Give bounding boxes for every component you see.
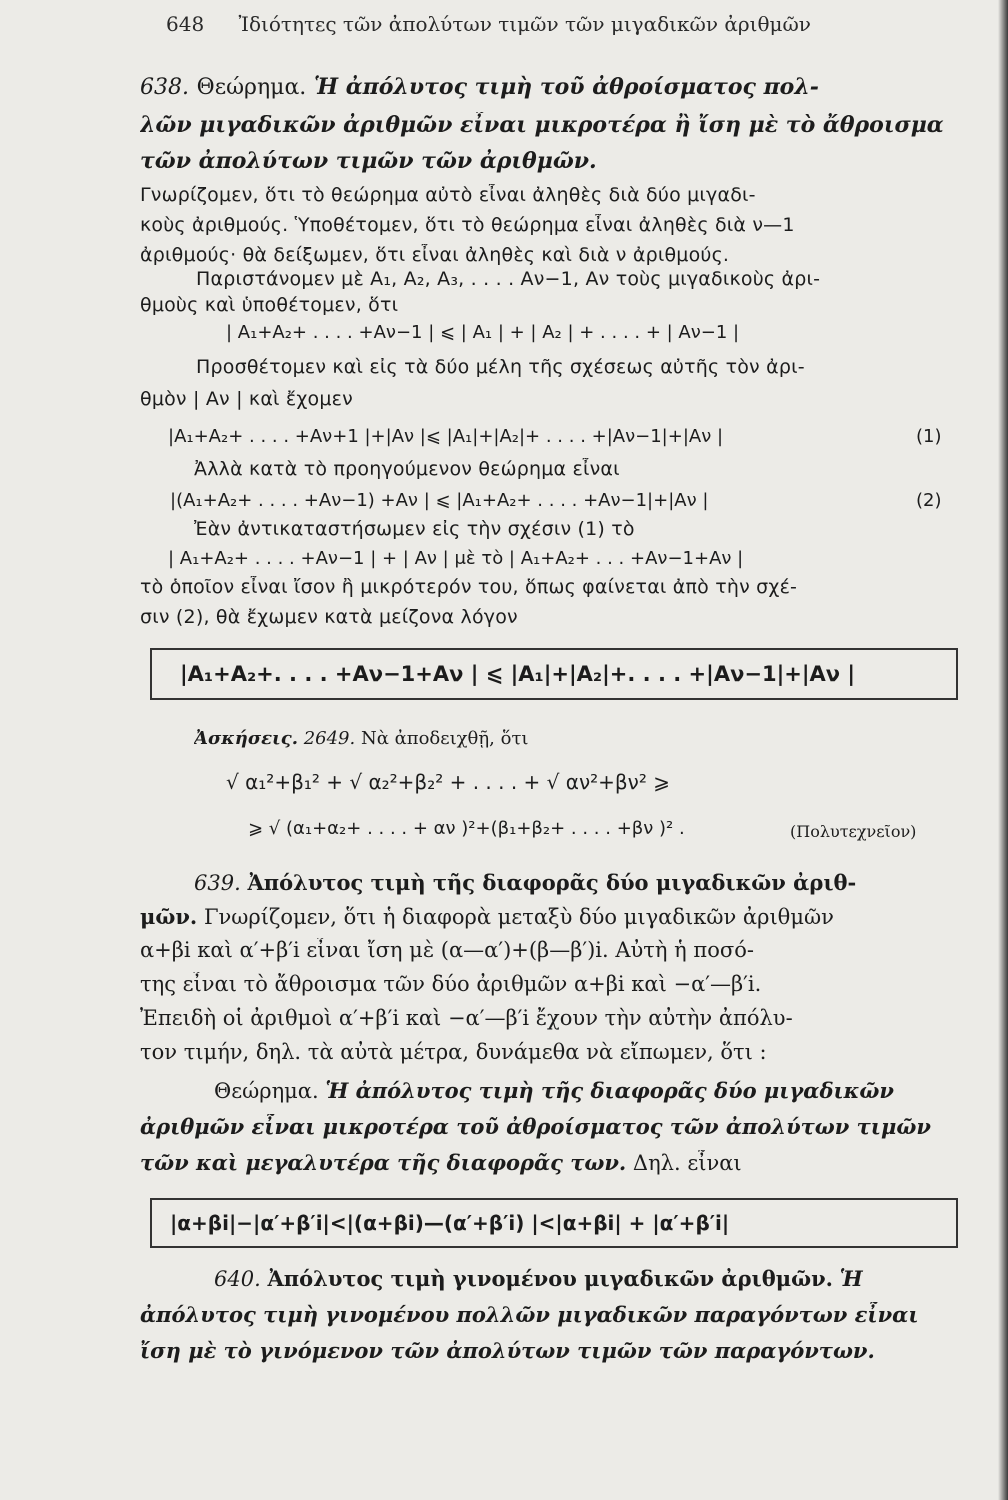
- paragraph-text: Γνωρίζομεν, ὅτι ἡ διαφορὰ μεταξὺ δύο μιγαδικῶν ἀριθμῶν: [203, 905, 834, 929]
- theorem-label: Θεώρημα.: [214, 1079, 319, 1103]
- section-number: 638.: [140, 75, 189, 100]
- theorem-638-statement-3: τῶν ἀπολύτων τιμῶν τῶν ἀριθμῶν.: [140, 148, 597, 174]
- paragraph-line: [140, 904, 970, 929]
- theorem-639-line-1: [214, 1078, 1008, 1103]
- theorem-638-heading: [140, 74, 970, 100]
- theorem-638-statement-2: λῶν μιγαδικῶν ἀριθμῶν εἶναι μικροτέρα ἢ ἴση μὲ τὸ ἄθροισμα: [140, 112, 944, 138]
- running-header: [166, 12, 886, 36]
- boxed-result-638: |A₁+A₂+. . . . +Aν−1+Aν | ⩽ |A₁|+|A₂|+. . . . +|Aν−1|+|Aν |: [150, 648, 958, 700]
- paragraph-line: α+βi καὶ α′+β′i εἶναι ἴση μὲ (α—α′)+(β—β′)i. Αὐτὴ ἡ ποσό-: [140, 938, 754, 962]
- paragraph-line: Γνωρίζομεν, ὅτι τὸ θεώρημα αὐτὸ εἶναι ἀληθὲς διὰ δύο μιγαδι-: [140, 184, 756, 206]
- paragraph-line: θμοὺς καὶ ὑποθέτομεν, ὅτι: [140, 294, 399, 316]
- inequality-hypothesis: | A₁+A₂+ . . . . +Aν−1 | ⩽ | A₁ | + | A₂ | + . . . . + | Aν−1 |: [226, 322, 740, 343]
- paragraph-line: θμὸν | Aν | καὶ ἔχομεν: [140, 388, 353, 410]
- paragraph-line: Ἐπειδὴ οἱ ἀριθμοὶ α′+β′i καὶ −α′—β′i ἔχουν τὴν αὐτὴν ἀπόλυ-: [140, 1006, 793, 1030]
- paragraph-line: σιν (2), θὰ ἔχωμεν κατὰ μείζονα λόγον: [140, 606, 518, 628]
- equation-tag-1: (1): [916, 426, 942, 447]
- theorem-639-line-3: [140, 1150, 970, 1175]
- section-number: 639.: [194, 871, 241, 895]
- section-640-heading: [214, 1266, 1008, 1291]
- paragraph-line: ἀριθμούς· θὰ δείξωμεν, ὅτι εἶναι ἀληθὲς καὶ διὰ ν ἀριθμούς.: [140, 244, 730, 266]
- inequality-1: |A₁+A₂+ . . . . +Aν+1 |+|Aν |⩽ |A₁|+|A₂|+ . . . . +|Aν−1|+|Aν |: [168, 426, 724, 447]
- section-title: Ἀπόλυτος τιμὴ γινομένου μιγαδικῶν ἀριθμῶν.: [267, 1266, 833, 1291]
- substitution-expression: | A₁+A₂+ . . . . +Aν−1 | + | Aν | μὲ τὸ | A₁+A₂+ . . . +Aν−1+Aν |: [168, 548, 744, 569]
- section-number: 640.: [214, 1267, 261, 1291]
- section-title: Ἀπόλυτος τιμὴ τῆς διαφορᾶς δύο μιγαδικῶν ἀριθ-: [247, 870, 857, 895]
- page-number: 648: [166, 12, 205, 36]
- boxed-result-639: |α+βi|−|α′+β′i|<|(α+βi)—(α′+β′i) |<|α+βi| + |α′+β′i|: [150, 1198, 958, 1248]
- theorem-start: Ἡ: [839, 1266, 863, 1291]
- paragraph-line: κοὺς ἀριθμούς. Ὑποθέτομεν, ὅτι τὸ θεώρημα εἶναι ἀληθὲς διὰ ν—1: [140, 214, 795, 236]
- theorem-639-line-2: ἀριθμῶν εἶναι μικροτέρα τοῦ ἀθροίσματος τῶν ἀπολύτων τιμῶν: [140, 1114, 931, 1139]
- theorem-follow-text: Δηλ. εἶναι: [632, 1151, 742, 1175]
- inequality-2: |(A₁+A₂+ . . . . +Aν−1) +Aν | ⩽ |A₁+A₂+ . . . . +Aν−1|+|Aν |: [170, 490, 709, 511]
- section-title-end: μῶν.: [140, 904, 198, 929]
- theorem-statement-end: τῶν καὶ μεγαλυτέρα τῆς διαφορᾶς των.: [140, 1150, 627, 1175]
- theorem-statement: Ἡ ἀπόλυτος τιμὴ τοῦ ἀθροίσματος πολ-: [313, 74, 819, 100]
- section-639-heading: [194, 870, 1008, 895]
- exercise-label: Ἀσκήσεις.: [194, 728, 298, 749]
- paragraph-line: τὸ ὁποῖον εἶναι ἴσον ἢ μικρότερόν του, ὅπως φαίνεται ἀπὸ τὴν σχέ-: [140, 576, 798, 598]
- exercise-heading: [194, 728, 1008, 749]
- paragraph-line: Προσθέτομεν καὶ εἰς τὰ δύο μέλη τῆς σχέσεως αὐτῆς τὸν ἀρι-: [196, 356, 805, 378]
- paragraph-line: τον τιμήν, δηλ. τὰ αὐτὰ μέτρα, δυνάμεθα νὰ εἴπωμεν, ὅτι :: [140, 1040, 767, 1064]
- paragraph-line: Ἐὰν ἀντικαταστήσωμεν εἰς τὴν σχέσιν (1) τὸ: [194, 518, 635, 540]
- paragraph-line: Παριστάνομεν μὲ A₁, A₂, A₃, . . . . Aν−1, Aν τοὺς μιγαδικοὺς ἀρι-: [196, 268, 821, 290]
- theorem-640-line-2: ἀπόλυτος τιμὴ γινομένου πολλῶν μιγαδικῶν παραγόντων εἶναι: [140, 1302, 919, 1327]
- exercise-text: Νὰ ἀποδειχθῇ, ὅτι: [360, 728, 529, 749]
- paragraph-line: της εἶναι τὸ ἄθροισμα τῶν δύο ἀριθμῶν α+βi καὶ −α′—β′i.: [140, 972, 762, 996]
- theorem-label: Θεώρημα.: [196, 75, 307, 100]
- exercise-source: (Πολυτεχνεῖον): [790, 822, 917, 841]
- exercise-number: 2649.: [303, 728, 356, 749]
- theorem-640-line-3: ἴση μὲ τὸ γινόμενον τῶν ἀπολύτων τιμῶν τῶν παραγόντων.: [140, 1338, 875, 1363]
- running-title: Ἰδιότητες τῶν ἀπολύτων τιμῶν τῶν μιγαδικῶν ἀριθμῶν: [238, 12, 811, 36]
- equation-tag-2: (2): [916, 490, 942, 511]
- paragraph-line: Ἀλλὰ κατὰ τὸ προηγούμενον θεώρημα εἶναι: [194, 458, 620, 480]
- exercise-inequality-2: ⩾ √ (α₁+α₂+ . . . . + αν )²+(β₁+β₂+ . . . . +βν )² .: [248, 818, 685, 839]
- exercise-inequality-1: √ α₁²+β₁² + √ α₂²+β₂² + . . . . + √ αν²+βν² ⩾: [226, 770, 670, 794]
- theorem-statement: Ἡ ἀπόλυτος τιμὴ τῆς διαφορᾶς δύο μιγαδικῶν: [325, 1078, 894, 1103]
